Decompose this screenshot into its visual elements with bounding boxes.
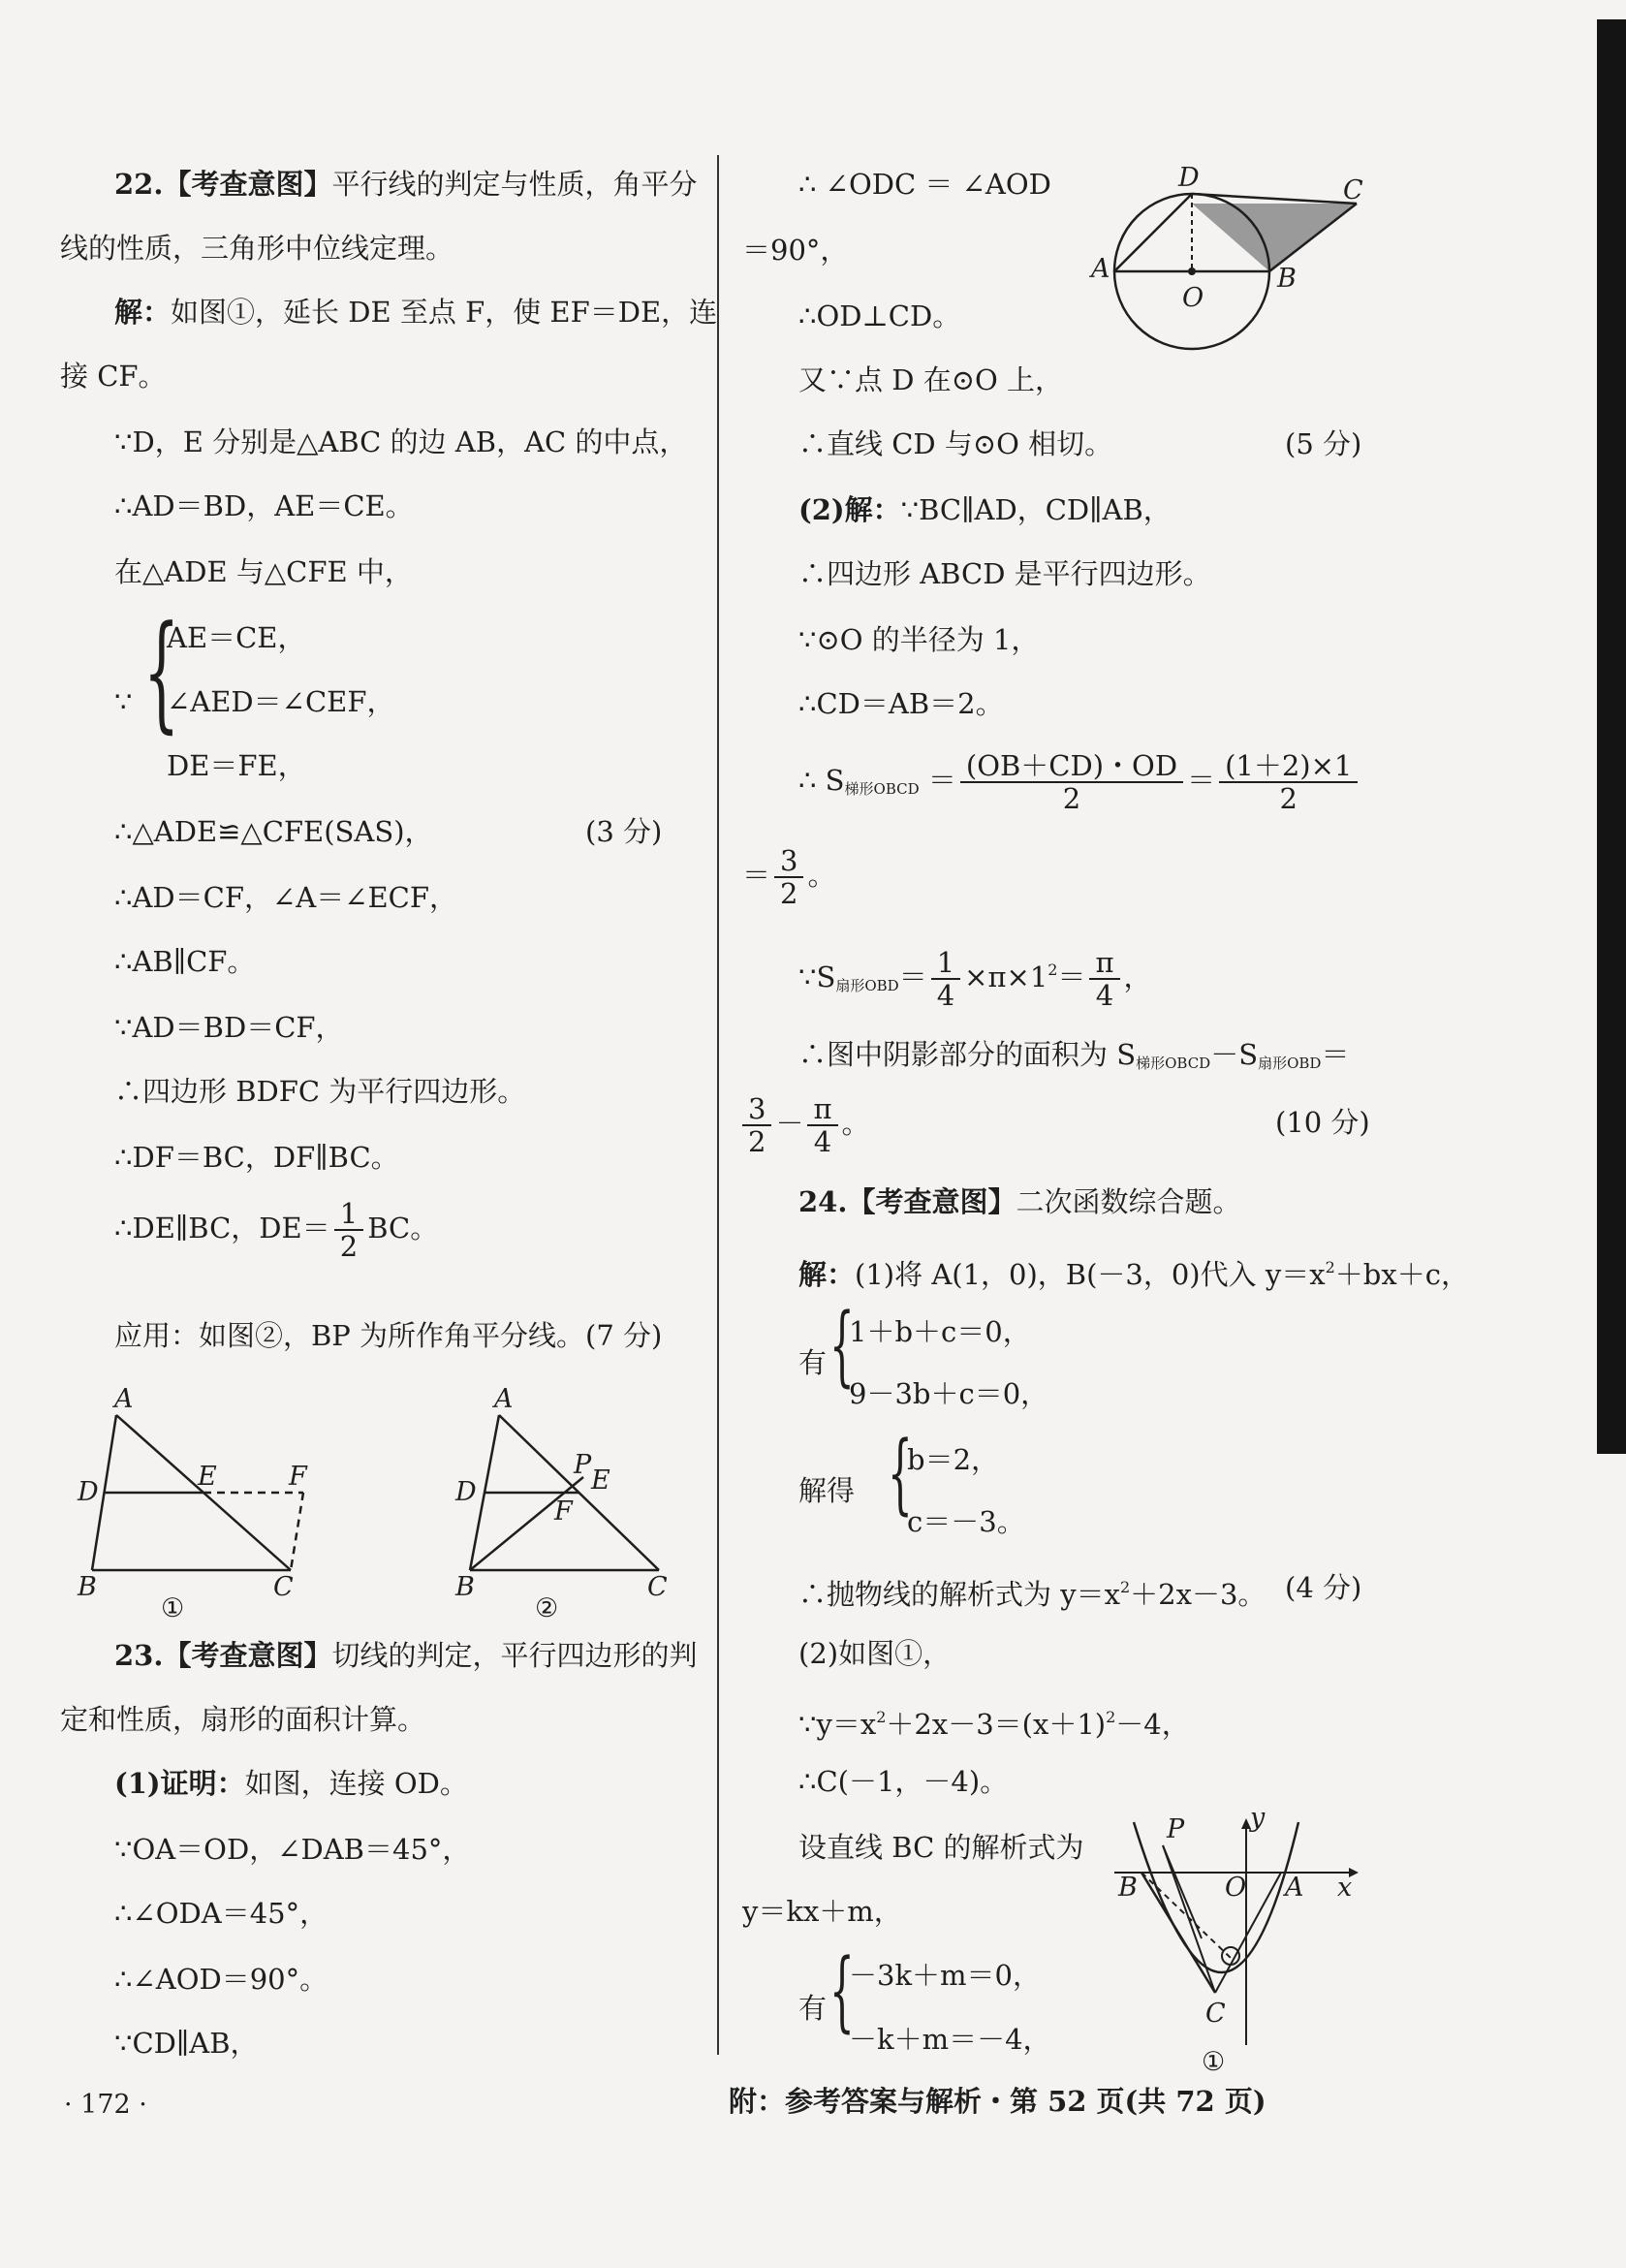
fig1-label-F: F (289, 1462, 307, 1492)
circle-label-O: O (1182, 283, 1204, 313)
fraction-denominator: 2 (1279, 782, 1298, 815)
fig1-caption: ① (161, 1593, 185, 1619)
fig1-label-E: E (198, 1462, 217, 1492)
r-step13-sub2: 扇形OBD (1258, 1055, 1322, 1072)
q23-header-text: 切线的判定，平行四边形的判 (331, 1639, 698, 1672)
q22-header-text: 平行线的判定与性质，角平分 (331, 168, 698, 201)
page-number: · 172 · (64, 2090, 147, 2120)
trapezoid-value-fraction (1219, 750, 1358, 814)
circle-tangent-figure (1085, 155, 1386, 368)
q24-system-eq2: 9－3b＋c＝0， (849, 1377, 1049, 1410)
r-step12-pre: ∵S (798, 961, 836, 993)
r-step6-text: ∵BC∥AD，CD∥AB， (900, 493, 1172, 526)
q22-score-3: (3 分) (585, 815, 663, 848)
q23-part1 (114, 1766, 468, 1801)
fig2-label-B: B (455, 1572, 475, 1602)
q23-tag: 【考查意图】 (163, 1639, 332, 1672)
fraction-numerator: π (1089, 947, 1119, 980)
q22-application: 应用：如图②，BP 为所作角平分线。 (114, 1319, 585, 1352)
column-divider (717, 155, 719, 2055)
r-step-9: ∴CD＝AB＝2。 (798, 687, 1004, 720)
q24-you: 有 (798, 1346, 828, 1379)
q24-step-5: 设直线 BC 的解析式为 (798, 1831, 1084, 1864)
fraction-numerator: π (807, 1093, 837, 1126)
q22-because: ∵ (114, 685, 133, 718)
three-halves-fraction-2 (742, 1093, 771, 1157)
half-fraction (334, 1198, 363, 1262)
r-part2-label: (2)解： (798, 493, 901, 526)
q22-step10-a: ∴DE∥BC，DE＝ (114, 1212, 330, 1244)
parab-label-x: x (1337, 1873, 1353, 1903)
q24-step3-c: －4， (1115, 1708, 1190, 1741)
q24-score-4: (4 分) (1285, 1571, 1362, 1604)
fig2-caption: ② (535, 1593, 559, 1619)
r-step-4: 又∵点 D 在⊙O 上， (798, 363, 1063, 396)
fraction-numerator: 1 (334, 1198, 363, 1231)
q22-step-3: 在△ADE 与△CFE 中， (114, 555, 413, 588)
three-halves-fraction (774, 845, 803, 909)
q23-line2: 定和性质，扇形的面积计算。 (60, 1703, 426, 1736)
q22-sol-label: 解： (114, 296, 172, 329)
parab-label-B: B (1118, 1873, 1138, 1903)
q24-sol-text2: ＋bx＋c， (1334, 1258, 1469, 1291)
circle-label-B: B (1277, 264, 1297, 294)
pi-quarter-fraction-2 (807, 1093, 837, 1157)
fraction-denominator: 2 (748, 1125, 766, 1158)
circle-label-D: D (1178, 163, 1200, 193)
q22-step-2: ∴AD＝BD，AE＝CE。 (114, 489, 414, 522)
r-step-13 (798, 1037, 1349, 1081)
q23-part1-label: (1)证明： (114, 1767, 245, 1800)
r-step-7: ∴四边形 ABCD 是平行四边形。 (798, 557, 1211, 590)
r-step-14 (742, 1089, 870, 1157)
r-step-12 (798, 936, 1152, 1020)
fraction-denominator: 4 (1095, 979, 1114, 1012)
q24-step3-a: ∵y＝x (798, 1708, 877, 1741)
q23-part1-text: 如图，连接 OD。 (244, 1767, 468, 1800)
r-step-1: ∴ ∠ODC ＝ ∠AOD (798, 168, 1051, 201)
fraction-numerator: (1＋2)×1 (1219, 750, 1358, 783)
parab-label-y: y (1250, 1803, 1266, 1833)
r-step-11 (742, 841, 835, 909)
circle-label-A: A (1091, 254, 1110, 284)
q22-step-6: ∴AB∥CF。 (114, 945, 256, 978)
triangle-figure-2 (446, 1376, 698, 1619)
q22-step-1: ∵D，E 分别是△ABC 的边 AB，AC 的中点， (114, 425, 688, 458)
r-step10-eq: ＝ (927, 764, 956, 797)
q24-step3-sup2: 2 (1106, 1708, 1116, 1726)
fig2-label-D: D (455, 1477, 477, 1507)
q24-number: 24. (798, 1185, 848, 1218)
r-score-5: (5 分) (1285, 427, 1362, 460)
q24-step-3 (798, 1700, 1190, 1742)
r-step11-eq: ＝ (742, 859, 771, 892)
fig2-label-F: F (554, 1496, 573, 1527)
q22-sol-text2: 接 CF。 (60, 360, 167, 393)
q24-step-2: (2)如图①， (798, 1637, 952, 1670)
fraction-numerator: 1 (931, 947, 960, 980)
q24-sol-sup: 2 (1325, 1258, 1335, 1276)
q24-step-1 (798, 1570, 1266, 1612)
q24-step3-sup: 2 (876, 1708, 887, 1726)
parabola-figure (1105, 1803, 1376, 2084)
fig2-label-P: P (574, 1450, 592, 1480)
q24-solution-b: b＝2， (907, 1443, 1000, 1476)
q22-sol-text: 如图①，延长 DE 至点 F，使 EF＝DE，连 (171, 296, 718, 329)
q22-system-eq2: ∠AED＝∠CEF， (167, 685, 395, 718)
r-step10-sub: 梯形OBCD (844, 780, 920, 798)
fig1-label-C: C (273, 1572, 294, 1602)
q22-step-10 (114, 1194, 438, 1262)
q24-header-text: 二次函数综合题。 (1016, 1185, 1241, 1218)
r-step10-eq2: ＝ (1187, 764, 1216, 797)
q24-tag: 【考查意图】 (847, 1185, 1016, 1218)
fig1-label-D: D (78, 1477, 99, 1507)
q24-system2-brace: { (829, 1940, 855, 2042)
q23-step-1: ∵OA＝OD，∠DAB＝45°， (114, 1833, 471, 1866)
r-score-10: (10 分) (1275, 1106, 1370, 1139)
q23-step-3: ∴∠AOD＝90°。 (114, 1963, 328, 1996)
q22-header (114, 167, 697, 202)
fraction-denominator: 4 (936, 979, 955, 1012)
footer-title: 附：参考答案与解析・第 52 页(共 72 页) (729, 2085, 1266, 2118)
q24-step1-b: ＋2x－3。 (1130, 1578, 1266, 1611)
q24-system-eq1: 1＋b＋c＝0， (849, 1315, 1031, 1348)
fig2-label-E: E (591, 1465, 610, 1496)
q22-step-4: ∴△ADE≌△CFE(SAS)， (114, 815, 433, 848)
fraction-denominator: 2 (339, 1230, 359, 1263)
q22-line2: 线的性质，三角形中位线定理。 (60, 232, 454, 265)
r-step11-end: 。 (807, 859, 836, 892)
fraction-denominator: 2 (780, 877, 798, 910)
r-step-6 (798, 492, 1172, 527)
parab-label-A: A (1285, 1873, 1304, 1903)
r-step10-pre: ∴ S (798, 764, 845, 797)
q22-step-8: ∴四边形 BDFC 为平行四边形。 (114, 1075, 526, 1108)
q24-header (798, 1184, 1240, 1219)
r-step12-mid: ×π×1 (964, 961, 1048, 993)
q24-solution (798, 1250, 1469, 1292)
r-step12-sub: 扇形OBD (835, 977, 899, 994)
r-step13-eq: ＝ (1321, 1038, 1350, 1071)
q23-step-4: ∵CD∥AB， (114, 2027, 259, 2060)
q22-step-9: ∴DF＝BC，DF∥BC。 (114, 1141, 399, 1174)
q24-you2: 有 (798, 1992, 828, 2025)
q22-tag: 【考查意图】 (163, 168, 332, 201)
q24-step1-a: ∴抛物线的解析式为 y＝x (798, 1578, 1120, 1611)
parab-caption: ① (1202, 2047, 1226, 2077)
q22-step10-b: BC。 (367, 1212, 439, 1244)
q24-sol-text: (1)将 A(1，0)，B(－3，0)代入 y＝x (855, 1258, 1326, 1291)
q24-system2-eq2: －k＋m＝－4， (849, 2023, 1051, 2056)
trapezoid-formula-fraction (960, 750, 1183, 814)
q24-step3-b: ＋2x－3＝(x＋1) (886, 1708, 1107, 1741)
q23-number: 23. (114, 1639, 164, 1672)
pi-quarter-fraction (1089, 947, 1119, 1011)
q24-sol-label: 解： (798, 1258, 856, 1291)
q22-step-7: ∵AD＝BD＝CF， (114, 1011, 344, 1044)
circle-label-C: C (1343, 175, 1363, 205)
q24-step-6: y＝kx＋m， (742, 1895, 902, 1928)
fraction-numerator: 3 (742, 1093, 771, 1126)
parab-label-P: P (1167, 1814, 1185, 1844)
quarter-fraction (931, 947, 960, 1011)
r-step13-minus: －S (1210, 1038, 1259, 1071)
q24-jiede: 解得 (798, 1474, 856, 1507)
parab-label-C: C (1205, 1999, 1226, 2029)
q23-header (114, 1638, 697, 1673)
q24-system2-eq1: －3k＋m＝0， (849, 1959, 1041, 1992)
r-step13-pre: ∴图中阴影部分的面积为 S (798, 1038, 1137, 1071)
r-step-3: ∴OD⊥CD。 (798, 299, 961, 332)
r-step-2: ＝90°， (742, 234, 849, 267)
fig1-label-A: A (114, 1384, 134, 1414)
q24-step-4: ∴C(－1，－4)。 (798, 1765, 1009, 1798)
fraction-denominator: 2 (1062, 782, 1081, 815)
q22-system-eq3: DE＝FE， (167, 749, 306, 782)
r-step12-end: ， (1123, 961, 1152, 993)
r-step-5: ∴直线 CD 与⊙O 相切。 (798, 427, 1113, 460)
fraction-denominator: 4 (813, 1125, 832, 1158)
q24-solution-brace: { (888, 1423, 913, 1525)
fraction-numerator: 3 (774, 845, 803, 878)
fraction-numerator: (OB＋CD)・OD (960, 750, 1183, 783)
q22-number: 22. (114, 168, 164, 201)
scan-edge (1597, 19, 1626, 1454)
q24-step1-sup: 2 (1119, 1578, 1131, 1596)
fig2-label-C: C (647, 1572, 668, 1602)
parab-label-O: O (1225, 1873, 1247, 1903)
q22-score-7: (7 分) (585, 1319, 663, 1352)
r-step-8: ∵⊙O 的半径为 1， (798, 623, 1040, 656)
r-step14-minus: － (775, 1107, 804, 1140)
fig2-label-A: A (494, 1384, 514, 1414)
r-step12-eq: ＝ (898, 961, 927, 993)
q24-solution-c: c＝－3。 (907, 1505, 1025, 1538)
q22-system-eq1: AE＝CE， (167, 621, 306, 654)
triangle-figure-1 (68, 1376, 349, 1619)
q23-step-2: ∴∠ODA＝45°， (114, 1897, 328, 1930)
r-step13-sub1: 梯形OBCD (1136, 1055, 1211, 1072)
q24-system-brace: { (829, 1295, 855, 1397)
r-step14-end: 。 (841, 1107, 870, 1140)
q22-step-5: ∴AD＝CF，∠A＝∠ECF， (114, 881, 457, 914)
fig1-label-B: B (78, 1572, 97, 1602)
q22-solution (114, 295, 717, 330)
r-step12-sup: 2 (1048, 961, 1058, 979)
r-step-10 (798, 746, 1361, 823)
q22-system-brace: { (143, 598, 180, 745)
r-step12-eq2: ＝ (1057, 961, 1086, 993)
